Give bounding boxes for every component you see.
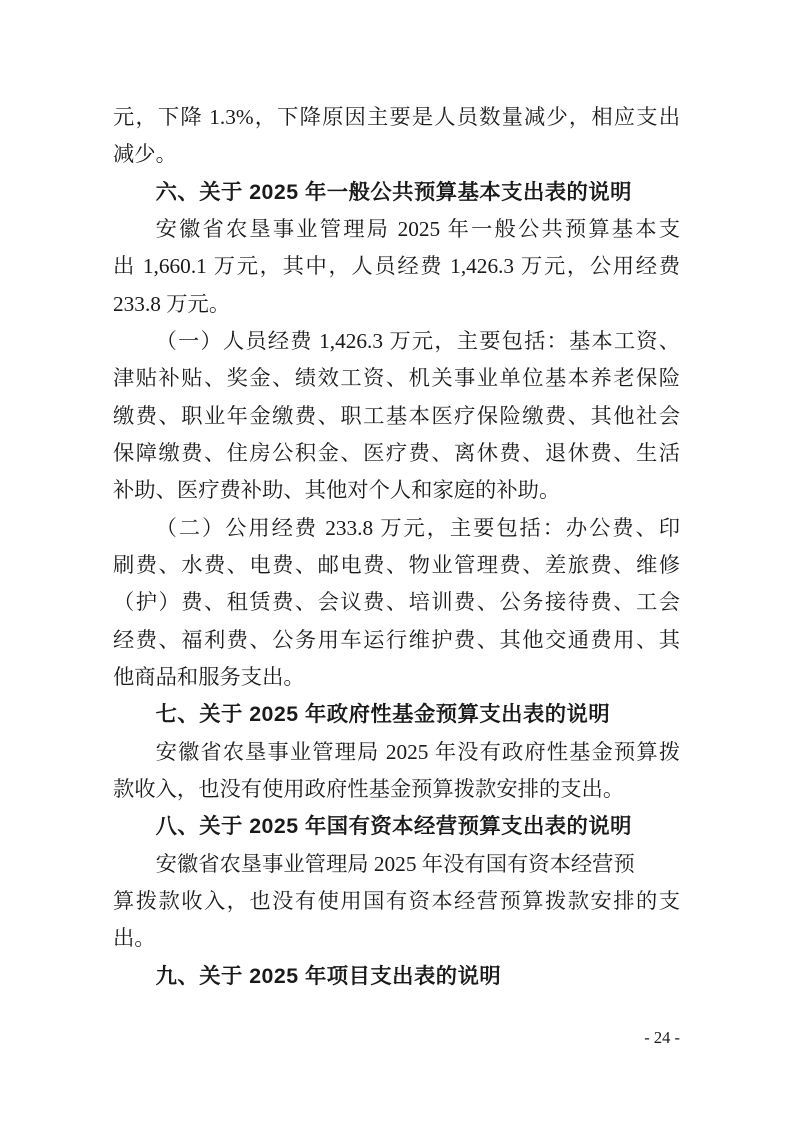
body-line: 安徽省农垦事业管理局 2025 年没有政府性基金预算拨 — [155, 739, 680, 764]
body-line: （护）费、租赁费、会议费、培训费、公务接待费、工会 — [113, 590, 680, 615]
body-line: 算拨款收入，也没有使用国有资本经营预算拨款安排的支 — [113, 888, 680, 913]
body-line: 刷费、水费、电费、邮电费、物业管理费、差旅费、维修 — [113, 552, 680, 577]
body-line: 出 1,660.1 万元，其中，人员经费 1,426.3 万元，公用经费 — [113, 254, 680, 279]
body-line: 缴费、职业年金缴费、职工基本医疗保险缴费、其他社会 — [113, 403, 680, 428]
body-line: 他商品和服务支出。 — [113, 664, 305, 689]
page-body — [113, 99, 680, 995]
body-line: 233.8 万元。 — [113, 291, 231, 316]
body-line: （二）公用经费 233.8 万元，主要包括：办公费、印 — [155, 515, 680, 540]
page-number: - 24 - — [644, 1028, 680, 1047]
body-line: 款收入，也没有使用政府性基金预算拨款安排的支出。 — [113, 776, 625, 801]
body-line: 安徽省农垦事业管理局 2025 年没有国有资本经营预 — [155, 851, 635, 876]
section-heading-9: 九、关于 2025 年项目支出表的说明 — [155, 963, 502, 988]
body-line: 津贴补贴、奖金、绩效工资、机关事业单位基本养老保险 — [113, 366, 680, 391]
body-line: 出。 — [113, 926, 156, 951]
body-line: （一）人员经费 1,426.3 万元，主要包括：基本工资、 — [155, 328, 680, 353]
section-heading-8: 八、关于 2025 年国有资本经营预算支出表的说明 — [155, 814, 632, 839]
body-line: 安徽省农垦事业管理局 2025 年一般公共预算基本支 — [155, 216, 680, 241]
body-line: 保障缴费、住房公积金、医疗费、离休费、退休费、生活 — [113, 440, 680, 465]
body-line: 元，下降 1.3%，下降原因主要是人员数量减少，相应支出 — [113, 105, 680, 129]
body-line: 减少。 — [113, 142, 177, 167]
body-line: 经费、福利费、公务用车运行维护费、其他交通费用、其 — [113, 627, 680, 652]
body-line: 补助、医疗费补助、其他对个人和家庭的补助。 — [113, 478, 561, 503]
section-heading-6: 六、关于 2025 年一般公共预算基本支出表的说明 — [155, 179, 632, 204]
section-heading-7: 七、关于 2025 年政府性基金预算支出表的说明 — [155, 702, 611, 727]
